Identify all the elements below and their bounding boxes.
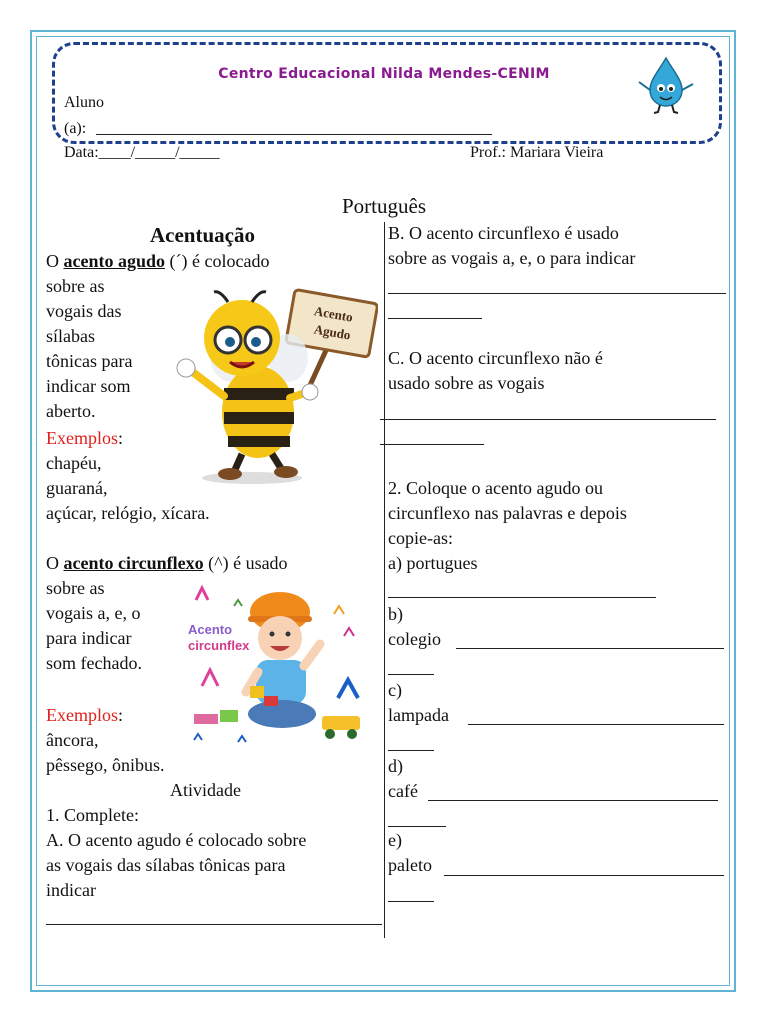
circunflexo-line: som fechado. <box>46 653 142 673</box>
subject-title: Português <box>342 194 426 218</box>
agudo-line: tônicas para <box>46 351 133 371</box>
student-label: Aluno <box>64 94 104 111</box>
bee-illustration <box>172 286 378 486</box>
circunflexo-line: sobre as <box>46 578 105 598</box>
agudo-example: açúcar, relógio, xícara. <box>46 503 210 523</box>
column-divider <box>384 222 385 938</box>
agudo-example: guaraná, <box>46 478 108 498</box>
item-b-word: colegio <box>388 629 441 649</box>
question-1: 1. Complete: <box>46 805 139 825</box>
item-d-word: café <box>388 781 418 801</box>
agudo-line: indicar som <box>46 376 131 396</box>
agudo-line: vogais das <box>46 301 122 321</box>
question-2-line: copie-as: <box>388 528 453 548</box>
answer-blank-item-a[interactable] <box>388 597 656 598</box>
question-a-line: indicar <box>46 880 96 900</box>
answer-blank-item-b-2[interactable] <box>388 674 434 675</box>
teacher-label: Prof.: Mariara Vieira <box>470 144 604 161</box>
item-e-word: paleto <box>388 855 432 875</box>
school-name: Centro Educacional Nilda Mendes-CENIM <box>218 66 550 82</box>
answer-blank-b-2[interactable] <box>388 318 482 319</box>
answer-blank-item-c[interactable] <box>468 724 724 725</box>
answer-blank-a[interactable] <box>46 924 382 925</box>
item-c-word: lampada <box>388 705 449 725</box>
agudo-line: sobre as <box>46 276 105 296</box>
item-e-label: e) <box>388 830 402 850</box>
circunflexo-example: âncora, <box>46 730 99 750</box>
question-a-line: A. O acento agudo é colocado sobre <box>46 830 307 850</box>
circunflexo-image-text-2: circunflex <box>188 638 250 653</box>
question-b-line: sobre as vogais a, e, o para indicar <box>388 248 636 268</box>
item-d-label: d) <box>388 756 403 776</box>
agudo-line: sílabas <box>46 326 95 346</box>
circunflexo-image-text-1: Acento <box>188 622 233 637</box>
student-name-blank[interactable] <box>96 134 492 135</box>
answer-blank-item-b[interactable] <box>456 648 724 649</box>
item-b-label: b) <box>388 604 403 624</box>
item-a-label: a) portugues <box>388 553 478 573</box>
student-label-2: (a): <box>64 120 87 137</box>
question-b-line: B. O acento circunflexo é usado <box>388 223 619 243</box>
activity-title: Atividade <box>170 780 241 800</box>
circunflexo-line: vogais a, e, o <box>46 603 141 623</box>
sign-text-2: Agudo <box>312 321 352 343</box>
question-2-line: 2. Coloque o acento agudo ou <box>388 478 603 498</box>
circunflexo-example: pêssego, ônibus. <box>46 755 165 775</box>
agudo-line: aberto. <box>46 401 96 421</box>
agudo-example: chapéu, <box>46 453 102 473</box>
question-c-line: usado sobre as vogais <box>388 373 545 393</box>
agudo-intro: O acento agudo (´) é colocado <box>46 251 270 271</box>
answer-blank-item-d-2[interactable] <box>388 826 446 827</box>
answer-blank-item-c-2[interactable] <box>388 750 434 751</box>
sign-text-1: Acento <box>312 303 354 325</box>
answer-blank-c[interactable] <box>380 419 716 420</box>
question-a-line: as vogais das sílabas tônicas para <box>46 855 286 875</box>
circunflexo-line: para indicar <box>46 628 132 648</box>
answer-blank-item-e-2[interactable] <box>388 901 434 902</box>
item-c-label: c) <box>388 680 402 700</box>
circunflexo-intro: O acento circunflexo (^) é usado <box>46 553 288 573</box>
circunflexo-examples-label: Exemplos: <box>46 705 124 725</box>
header-box <box>52 42 722 144</box>
section-heading: Acentuação <box>150 223 255 247</box>
child-builder-illustration <box>184 582 368 748</box>
date-label: Data:____/_____/_____ <box>64 144 220 161</box>
answer-blank-c-2[interactable] <box>380 444 484 445</box>
water-drop-mascot <box>636 56 696 114</box>
question-2-line: circunflexo nas palavras e depois <box>388 503 627 523</box>
agudo-examples-label: Exemplos: <box>46 428 124 448</box>
answer-blank-item-e[interactable] <box>444 875 724 876</box>
answer-blank-item-d[interactable] <box>428 800 718 801</box>
answer-blank-b[interactable] <box>388 293 726 294</box>
question-c-line: C. O acento circunflexo não é <box>388 348 603 368</box>
